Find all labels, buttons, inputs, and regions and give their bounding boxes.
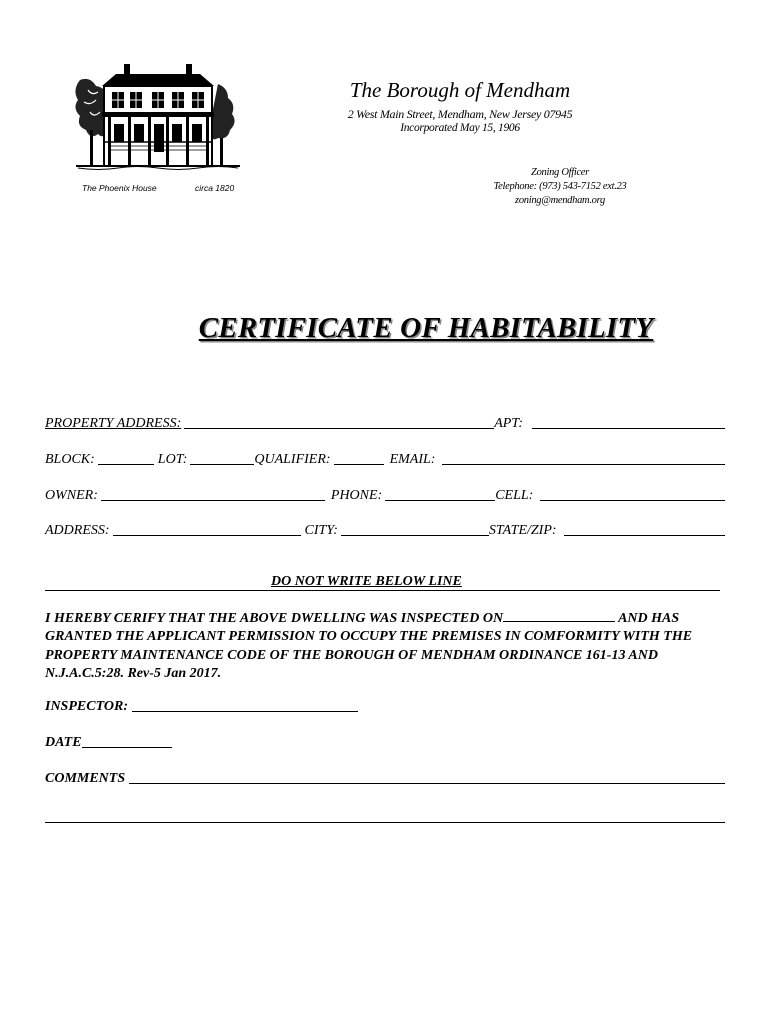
- lot-label: LOT:: [157, 452, 188, 467]
- office-use-divider: [45, 573, 720, 593]
- apt-field[interactable]: [532, 414, 725, 429]
- comments-field[interactable]: [129, 769, 725, 784]
- qualifier-field[interactable]: [334, 450, 384, 465]
- owner-row: [45, 484, 725, 504]
- incorporation-date: Incorporated May 15, 1906: [400, 122, 520, 134]
- property-address-row: [45, 412, 725, 432]
- logo-caption-name: The Phoenix House: [82, 183, 157, 193]
- apt-label: APT:: [494, 416, 524, 431]
- phone-label: PHONE:: [330, 488, 383, 503]
- zoning-telephone: Telephone: (973) 543-7152 ext.23: [493, 181, 627, 192]
- certification-text-end: AND HAS GRANTED THE APPLICANT PERMISSION TO OCCUPY THE PREMISES IN COMFORMITY WITH THE PROPERTY MAINTENANCE CODE OF THE BOROUGH OF MENDHAM ORDINANCE 161-13 AND N.J.A.C.5:28. Rev-5 Jan 2017.: [45, 611, 693, 681]
- block-label: BLOCK:: [45, 452, 95, 467]
- cell-field[interactable]: [540, 486, 725, 501]
- city-label: CITY:: [304, 523, 338, 538]
- block-field[interactable]: [98, 450, 154, 465]
- logo-caption-date: circa 1820: [195, 183, 235, 193]
- mailing-address-row: [45, 519, 725, 539]
- inspector-field[interactable]: [132, 697, 358, 712]
- comments-continuation-line[interactable]: [45, 822, 725, 823]
- cell-label: CELL:: [495, 488, 534, 503]
- phone-field[interactable]: [385, 486, 495, 501]
- inspection-date-field[interactable]: [503, 608, 615, 622]
- owner-label: OWNER:: [45, 488, 98, 503]
- email-label: EMAIL:: [389, 452, 436, 467]
- inspector-row: [45, 697, 358, 715]
- date-label: DATE: [45, 735, 82, 750]
- house-illustration: [68, 50, 248, 180]
- date-field[interactable]: [82, 733, 172, 748]
- date-row: [45, 733, 172, 751]
- comments-row: [45, 769, 725, 787]
- borough-address: 2 West Main Street, Mendham, New Jersey 07945: [347, 107, 573, 121]
- zoning-office: Zoning Officer: [531, 167, 589, 178]
- certification-statement: [45, 608, 725, 683]
- certificate-title: CERTIFICATE OF HABITABILITY: [198, 312, 654, 344]
- block-lot-row: [45, 448, 725, 468]
- statezip-label: STATE/ZIP:: [488, 523, 557, 538]
- borough-title: The Borough of Mendham: [349, 78, 571, 102]
- owner-field[interactable]: [101, 486, 325, 501]
- qualifier-label: QUALIFIER:: [254, 452, 331, 467]
- inspector-label: INSPECTOR:: [45, 699, 128, 714]
- phoenix-house-logo: [68, 50, 268, 222]
- address-field[interactable]: [113, 521, 301, 536]
- property-address-field[interactable]: [184, 414, 494, 429]
- address-label: ADDRESS:: [45, 523, 110, 538]
- divider-text: DO NOT WRITE BELOW LINE: [271, 574, 462, 589]
- property-address-label: PROPERTY ADDRESS:: [45, 416, 182, 431]
- lot-field[interactable]: [190, 450, 254, 465]
- certification-text-start: I HEREBY CERIFY THAT THE ABOVE DWELLING WAS INSPECTED ON: [45, 611, 504, 626]
- email-field[interactable]: [442, 450, 725, 465]
- comments-label: COMMENTS: [45, 771, 126, 786]
- statezip-field[interactable]: [564, 521, 725, 536]
- divider-line: [45, 590, 720, 591]
- city-field[interactable]: [341, 521, 489, 536]
- zoning-email: zoning@mendham.org: [515, 195, 605, 206]
